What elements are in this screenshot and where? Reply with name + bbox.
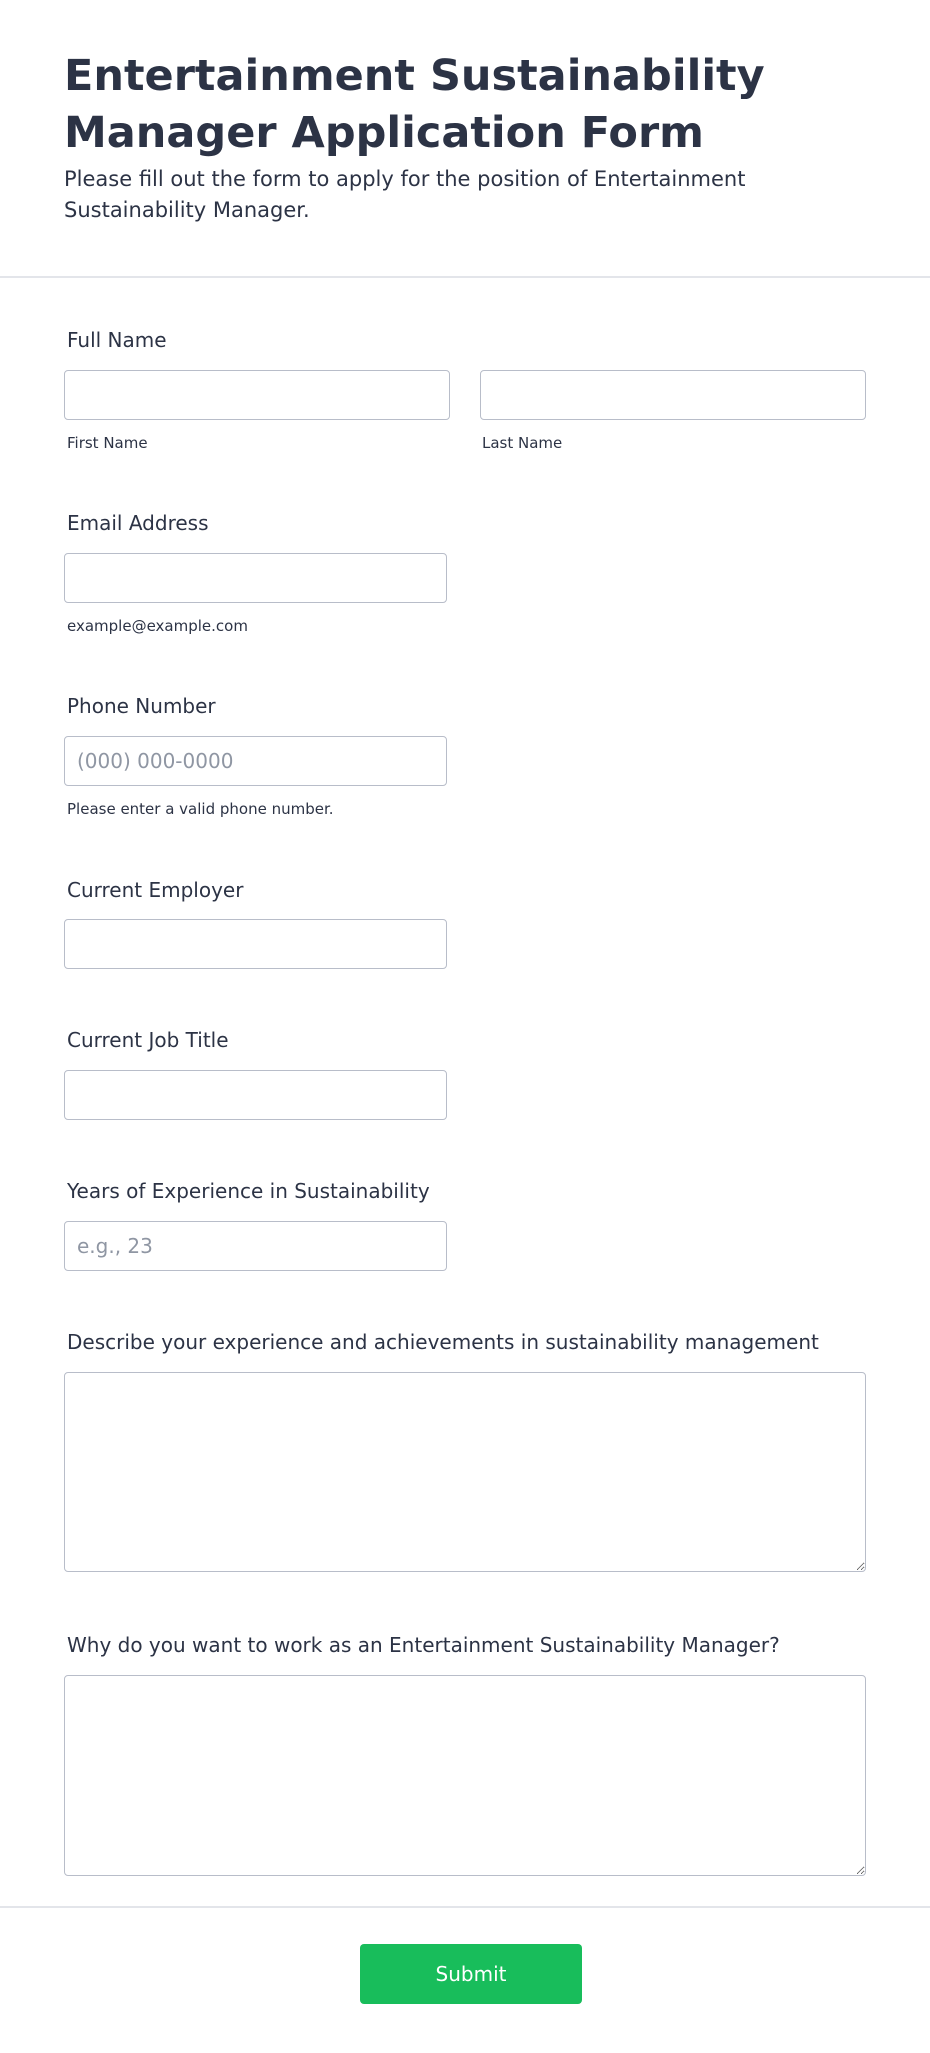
form-subtitle: Please fill out the form to apply for the position of Entertainment Sustainability Manager. [64,167,746,222]
experience-description-textarea[interactable] [64,1372,866,1572]
full-name-label: Full Name [67,328,167,352]
job-title-input[interactable] [64,1070,447,1120]
phone-sublabel: Please enter a valid phone number. [67,800,334,818]
footer-divider [0,1906,930,1908]
motivation-label: Why do you want to work as an Entertainment Sustainability Manager? [67,1633,780,1657]
email-input[interactable] [64,553,447,603]
years-experience-input[interactable] [64,1221,447,1271]
phone-label: Phone Number [67,694,216,718]
years-experience-label: Years of Experience in Sustainability [67,1179,430,1203]
form-title: Entertainment Sustainability Manager Application Form [64,51,765,158]
first-name-sublabel: First Name [67,434,148,452]
last-name-input[interactable] [480,370,866,420]
submit-button[interactable]: Submit [360,1944,582,2004]
employer-input[interactable] [64,919,447,969]
email-label: Email Address [67,511,209,535]
employer-label: Current Employer [67,878,244,902]
first-name-input[interactable] [64,370,450,420]
experience-description-label: Describe your experience and achievements in sustainability management [67,1330,819,1354]
form-header [0,0,930,278]
last-name-sublabel: Last Name [482,434,563,452]
motivation-textarea[interactable] [64,1675,866,1876]
email-sublabel: example@example.com [67,617,248,635]
job-title-label: Current Job Title [67,1028,229,1052]
phone-input[interactable] [64,736,447,786]
